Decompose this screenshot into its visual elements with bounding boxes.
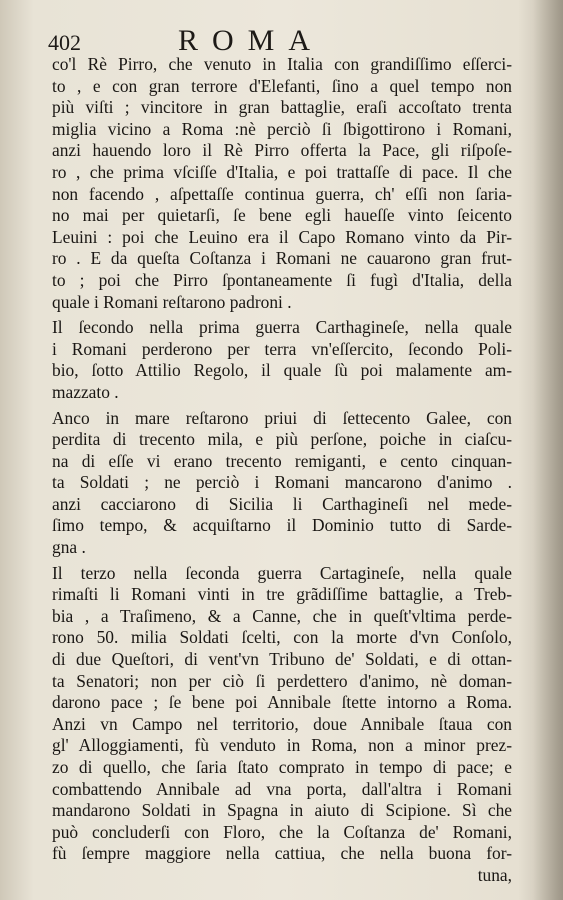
text-line: quale i Romani reſtarono padroni . <box>52 291 292 312</box>
running-head: ROMA <box>178 24 325 57</box>
text-line: Leuini : poi che Leuino era il Capo Romano vinto da Pir- <box>52 226 512 247</box>
text-line: rono 50. milia Soldati ſcelti, con la morte d'vn Conſolo, <box>52 627 512 648</box>
paragraph <box>52 408 512 559</box>
text-line: i Romani perderono per terra vn'eſſercito, ſecondo Poli- <box>52 338 512 359</box>
text-line: mandarono Soldati in Spagna in aiuto di Scipione. Sì che <box>52 800 512 821</box>
text-line: ta Senatori; non per ciò ſi perdettero d'animo, nè doman- <box>52 670 512 691</box>
text-line: perdita di trecento mila, e più perſone, poiche in ciaſcu- <box>52 429 512 450</box>
text-line: rimaſti li Romani vinti in tre grãdiſſime battaglie, a Treb- <box>52 584 512 605</box>
text-line: co'l Rè Pirro, che venuto in Italia con grandiſſimo eſſerci- <box>52 54 512 74</box>
text-line: miglia vicino a Roma :nè perciò ſi ſbigottirono i Romani, <box>52 118 512 139</box>
page-edge-shadow <box>533 0 563 900</box>
paragraph <box>52 54 512 313</box>
text-line: può concluderſi con Floro, che la Coſtanza de' Romani, <box>52 821 512 842</box>
text-line: na di eſſe vi erano trecento remiganti, e cento cinquan- <box>52 450 512 471</box>
text-line: zo di quello, che ſaria ſtato comprato in tempo di pace; e <box>52 757 512 777</box>
page-number: 402 <box>48 30 81 55</box>
text-line: fù ſempre maggiore nella cattiua, che nella buona for- <box>52 843 512 864</box>
text-line: gna . <box>52 537 86 558</box>
text-line: Il ſecondo nella prima guerra Carthagineſe, nella quale <box>52 317 512 338</box>
body-text <box>52 54 512 887</box>
text-line: ro . E da queſta Coſtanza i Romani ne cauarono gran frut- <box>52 248 512 269</box>
text-line: darono pace ; ſe bene poi Annibale ſtette intorno a Roma. <box>52 692 512 713</box>
text-line: bio, ſotto Attilio Regolo, il quale ſù poi malamente am- <box>52 360 512 381</box>
text-line: combattendo Annibale ad vna porta, dall'altra i Romani <box>52 778 512 799</box>
paragraph <box>52 563 512 865</box>
text-line: Il terzo nella ſeconda guerra Cartagineſe, nella quale <box>52 562 512 583</box>
text-line: non facendo , aſpettaſſe continua guerra, ch' eſſi non ſaria- <box>52 183 512 204</box>
text-line: Anzi vn Campo nel territorio, doue Annibale ſtaua con <box>52 713 512 734</box>
text-line: più viſti ; vincitore in gran battaglie, eraſi accoſtato trenta <box>52 97 512 118</box>
text-line: gl' Alloggiamenti, fù venduto in Roma, non a minor prez- <box>52 735 512 756</box>
text-line: ta Soldati ; ne perciò i Romani mancarono d'animo . <box>52 472 512 493</box>
text-line: Anco in mare reſtarono priui di ſettecento Galee, con <box>52 407 512 428</box>
text-line: bia , a Traſimeno, & a Canne, che in queſt'vltima perde- <box>52 605 512 626</box>
text-line: anzi cacciarono di Sicilia li Carthagineſi nel mede- <box>52 493 512 514</box>
text-line: ſimo tempo, & acquiſtarno il Dominio tutto di Sarde- <box>52 515 512 536</box>
text-line: no mai per quietarſi, ſe bene egli haueſſe vinto ſeicento <box>52 205 512 226</box>
text-line: ro , che prima vſciſſe d'Italia, e poi trattaſſe di pace. Il che <box>52 161 512 182</box>
text-line: mazzato . <box>52 381 119 402</box>
text-line: di due Queſtori, di vent'vn Tribuno de' Soldati, e di ottan- <box>52 649 512 670</box>
text-line: to ; poi che Pirro ſpontaneamente ſi fugì d'Italia, della <box>52 269 512 290</box>
page-header <box>48 24 518 56</box>
text-line: anzi hauendo loro il Rè Pirro offerta la Pace, gli riſpoſe- <box>52 140 512 161</box>
text-line: to , e con gran terrore d'Elefanti, ſino a quel tempo non <box>52 75 512 96</box>
catchword: tuna, <box>477 864 512 885</box>
paragraph <box>52 317 512 403</box>
